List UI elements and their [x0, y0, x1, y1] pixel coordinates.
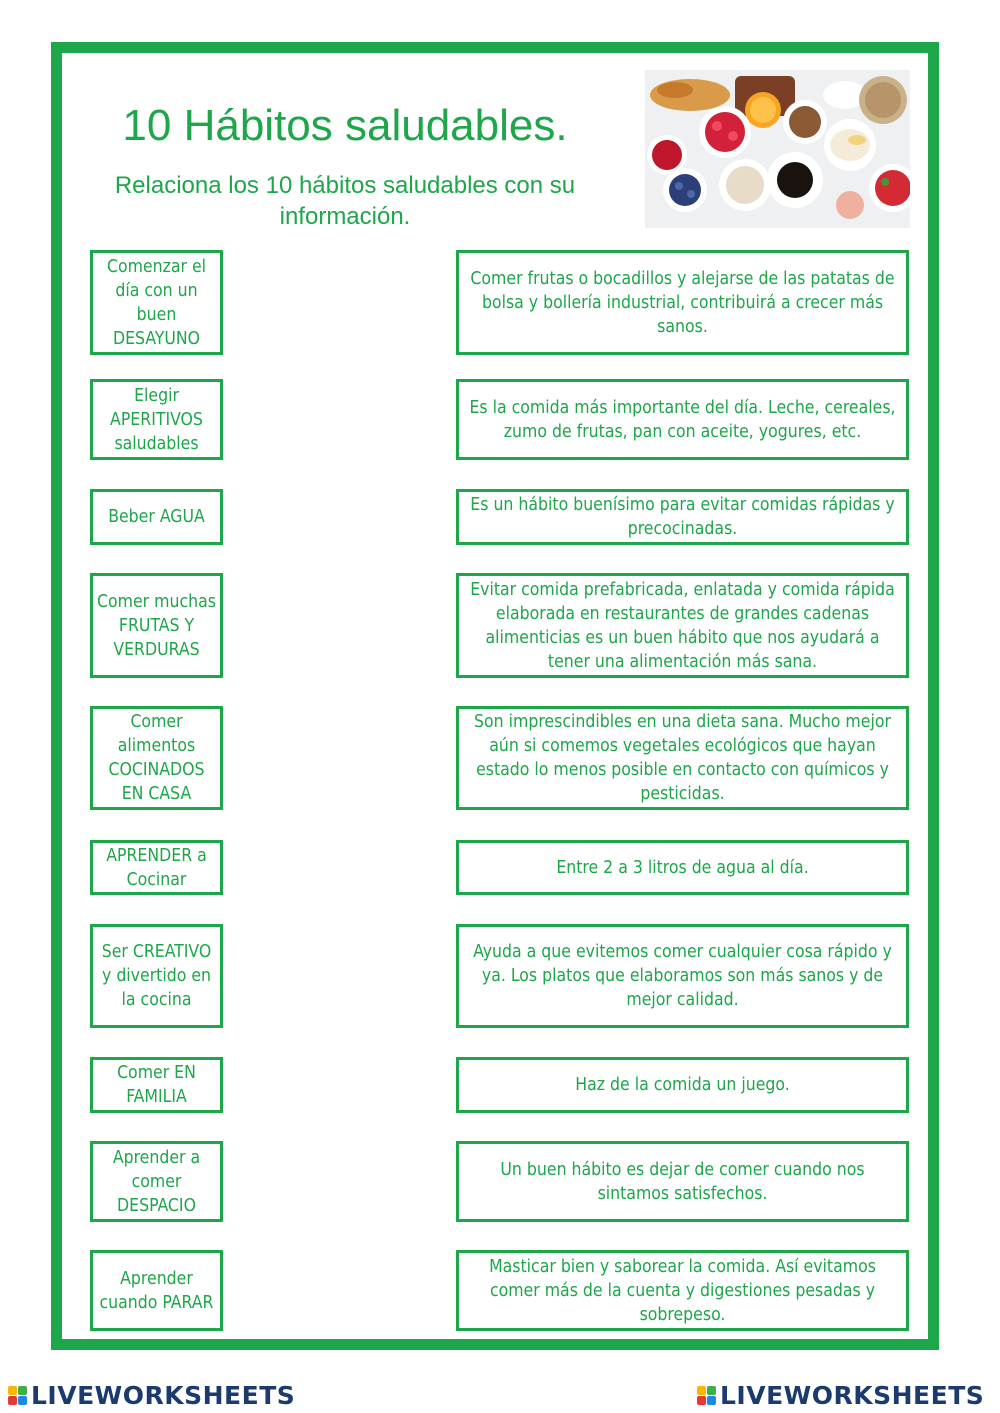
info-box-3[interactable]	[456, 489, 909, 545]
habit-box-1[interactable]	[90, 250, 223, 355]
footer-brand-left	[8, 1380, 295, 1410]
info-box-8[interactable]	[456, 1057, 909, 1113]
liveworksheets-logo-icon	[8, 1386, 27, 1405]
brand-text: LIVEWORKSHEETS	[31, 1380, 296, 1410]
habit-box-7[interactable]	[90, 924, 223, 1028]
info-box-6[interactable]	[456, 840, 909, 895]
info-text: Entre 2 a 3 litros de agua al día.	[556, 857, 809, 878]
habit-label: Comer muchas FRUTAS Y VERDURAS	[97, 591, 216, 660]
info-text: Comer frutas o bocadillos y alejarse de las patatas de bolsa y bollería industrial, contribuirá a crecer más sanos.	[470, 268, 895, 337]
info-text: Es la comida más importante del día. Leche, cereales, zumo de frutas, pan con aceite, yogures, etc.	[469, 397, 896, 442]
info-box-10[interactable]	[456, 1250, 909, 1331]
page-title: 10 Hábitos saludables.	[122, 101, 568, 150]
breakfast-photo	[645, 70, 910, 228]
info-box-4[interactable]	[456, 573, 909, 678]
info-text: Un buen hábito es dejar de comer cuando nos sintamos satisfechos.	[500, 1159, 865, 1204]
breakfast-icon	[645, 70, 910, 228]
brand-text: LIVEWORKSHEETS	[720, 1380, 985, 1410]
habit-box-5[interactable]	[90, 706, 223, 810]
info-box-1[interactable]	[456, 250, 909, 355]
info-text: Evitar comida prefabricada, enlatada y comida rápida elaborada en restaurantes de grandes cadenas alimenticias es un buen hábito que nos ayudará a tener una alimentación más sana.	[470, 579, 895, 672]
info-text: Masticar bien y saborear la comida. Así evitamos comer más de la cuenta y digestiones pesadas y sobrepeso.	[489, 1256, 876, 1325]
info-text: Haz de la comida un juego.	[575, 1075, 790, 1095]
info-box-7[interactable]	[456, 924, 909, 1028]
habit-label: Comenzar el día con un buen DESAYUNO	[106, 256, 207, 349]
info-box-2[interactable]	[456, 379, 909, 460]
habit-label: Beber AGUA	[108, 507, 205, 527]
habit-label: Aprender cuando PARAR	[99, 1268, 214, 1313]
habit-box-4[interactable]	[90, 573, 223, 678]
info-box-5[interactable]	[456, 706, 909, 810]
info-text: Son imprescindibles en una dieta sana. Mucho mejor aún si comemos vegetales ecológicos que hayan estado lo menos posible en contacto con químicos y pesticidas.	[474, 712, 891, 804]
footer-brand-right	[697, 1380, 984, 1410]
habit-box-8[interactable]	[90, 1057, 223, 1113]
habit-label: Aprender a comer DESPACIO	[112, 1147, 201, 1216]
liveworksheets-logo-icon	[697, 1386, 716, 1405]
habit-box-6[interactable]	[90, 840, 223, 895]
info-text: Es un hábito buenísimo para evitar comidas rápidas y precocinadas.	[470, 495, 895, 539]
info-box-9[interactable]	[456, 1141, 909, 1222]
habit-label: Comer EN FAMILIA	[117, 1063, 196, 1107]
habit-box-3[interactable]	[90, 489, 223, 545]
habit-box-2[interactable]	[90, 379, 223, 460]
habit-box-10[interactable]	[90, 1250, 223, 1331]
habit-label: Elegir APERITIVOS saludables	[110, 385, 203, 454]
instructions: Relaciona los 10 hábitos saludables con su información.	[114, 172, 576, 230]
habit-label: APRENDER a Cocinar	[106, 845, 207, 890]
habit-box-9[interactable]	[90, 1141, 223, 1222]
habit-label: Ser CREATIVO y divertido en la cocina	[101, 942, 212, 1010]
info-text: Ayuda a que evitemos comer cualquier cosa rápido y ya. Los platos que elaboramos son más sanos y de mejor calidad.	[473, 942, 892, 1010]
habit-label: Comer alimentos COCINADOS EN CASA	[108, 712, 205, 804]
